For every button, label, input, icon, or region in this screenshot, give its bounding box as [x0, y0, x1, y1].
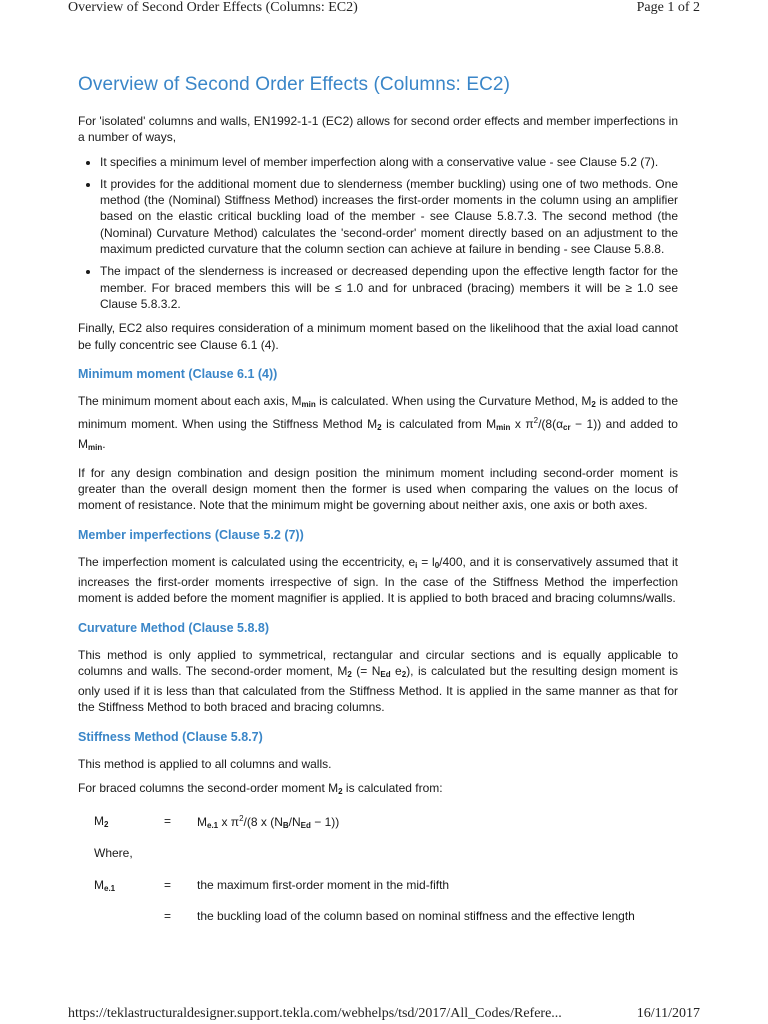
header-document-name: Overview of Second Order Effects (Columns: EC2)	[68, 0, 358, 15]
definition-me1: $M_{e.1}$ = the maximum first-order moment in the mid-fifth	[94, 878, 450, 894]
stiffness-method-paragraph: This method is applied to all columns and walls.	[78, 756, 332, 771]
list-item: • The impact of the slenderness is increased or decreased depending upon the effective length factor for the member. For braced members this will be ≤ 1.0 and for unbraced (bracing) members it will be ≥ 1.0 see Clause 5.8.3.2.	[100, 263, 678, 312]
footer-date: 16/11/2017	[636, 1006, 700, 1021]
finally-paragraph: Finally, EC2 also requires consideration of a minimum moment based on the likelihood that the axial load cannot be fully concentric see Clause 6.1 (4).	[78, 321, 678, 352]
list-item: • It provides for the additional moment due to slenderness (member buckling) using one of two methods. One method (the (Nominal) Stiffness Method) increases the first-order moments in the column using an amplifier based on the elastic critical buckling load of the member - see Clause 5.8.7.3. The second method (the (Nominal) Curvature Method) calculates the 'second-order' moment directly based on an adjustment to the maximum predicted curvature that the column section can achieve at failure in bending - see Clause 5.8.8.	[100, 176, 678, 257]
list-item: • It specifies a minimum level of member imperfection along with a conservative value - see Clause 5.2 (7).	[100, 154, 678, 170]
minimum-moment-paragraph: The minimum moment about each axis, $M_{min}$ is calculated. When using the Curvature Method, $M_2$ is added to the minimum moment. When using the Stiffness Method $M_2$ is calculated from $M_{min}$ x $\pi^2/(8(\alpha_{cr} - 1))$ and added to $M_{min}$.	[78, 393, 679, 453]
definition-nb: = the buckling load of the column based on nominal stiffness and the effective length	[164, 909, 635, 924]
section-heading-stiffness-method: Stiffness Method (Clause 5.8.7)	[78, 729, 263, 744]
bullet-list	[78, 154, 678, 313]
header-page-number: Page 1 of 2	[636, 0, 700, 15]
minimum-moment-paragraph-2: If for any design combination and design position the minimum moment including second-order moment is greater than the overall design moment then the former is used when comparing the values on the locus of moment of resistance. Note that the minimum might be governing about neither axis, one axis or both axes.	[78, 465, 678, 513]
section-heading-minimum-moment: Minimum moment (Clause 6.1 (4))	[78, 366, 278, 381]
stiffness-method-paragraph-2: For braced columns the second-order moment $M_2$ is calculated from:	[78, 781, 443, 797]
section-heading-curvature-method: Curvature Method (Clause 5.8.8)	[78, 620, 270, 635]
equation-m2: $M_2$ = $M_{e.1}$ x $\pi^2/(8$ x $(N_B/N_{Ed} - 1)$)	[94, 814, 340, 831]
footer-url-link[interactable]: https://teklastructuraldesigner.support.tekla.com/webhelps/tsd/2017/All_Codes/Refere...	[68, 1006, 562, 1021]
page-title: Overview of Second Order Effects (Columns: EC2)	[78, 74, 511, 95]
section-heading-member-imperfections: Member imperfections (Clause 5.2 (7))	[78, 527, 304, 542]
curvature-method-paragraph: This method is only applied to symmetrical, rectangular and circular sections and is equally applicable to columns and walls. The second-order moment, $M_2$ (= $N_{Ed}$ $e_2$), is calculated but the resulting design moment is only used if it is less than that calculated from the Stiffness Method. It is applied in the same manner as that for the Stiffness Method to both braced and bracing columns.	[78, 647, 678, 715]
document-body	[78, 74, 678, 939]
member-imperfections-paragraph: The imperfection moment is calculated using the eccentricity, $e_i = l_0/400$, and it is conservatively assumed that it increases the first-order moments irrespective of sign. In the case of the Stiffness Method the imperfection moment is added before the moment magnifier is applied. It is applied to both braced and bracing columns/walls.	[78, 554, 679, 606]
where-label: Where,	[94, 846, 133, 861]
intro-paragraph: For 'isolated' columns and walls, EN1992-1-1 (EC2) allows for second order effects and member imperfections in a number of ways,	[78, 114, 678, 145]
